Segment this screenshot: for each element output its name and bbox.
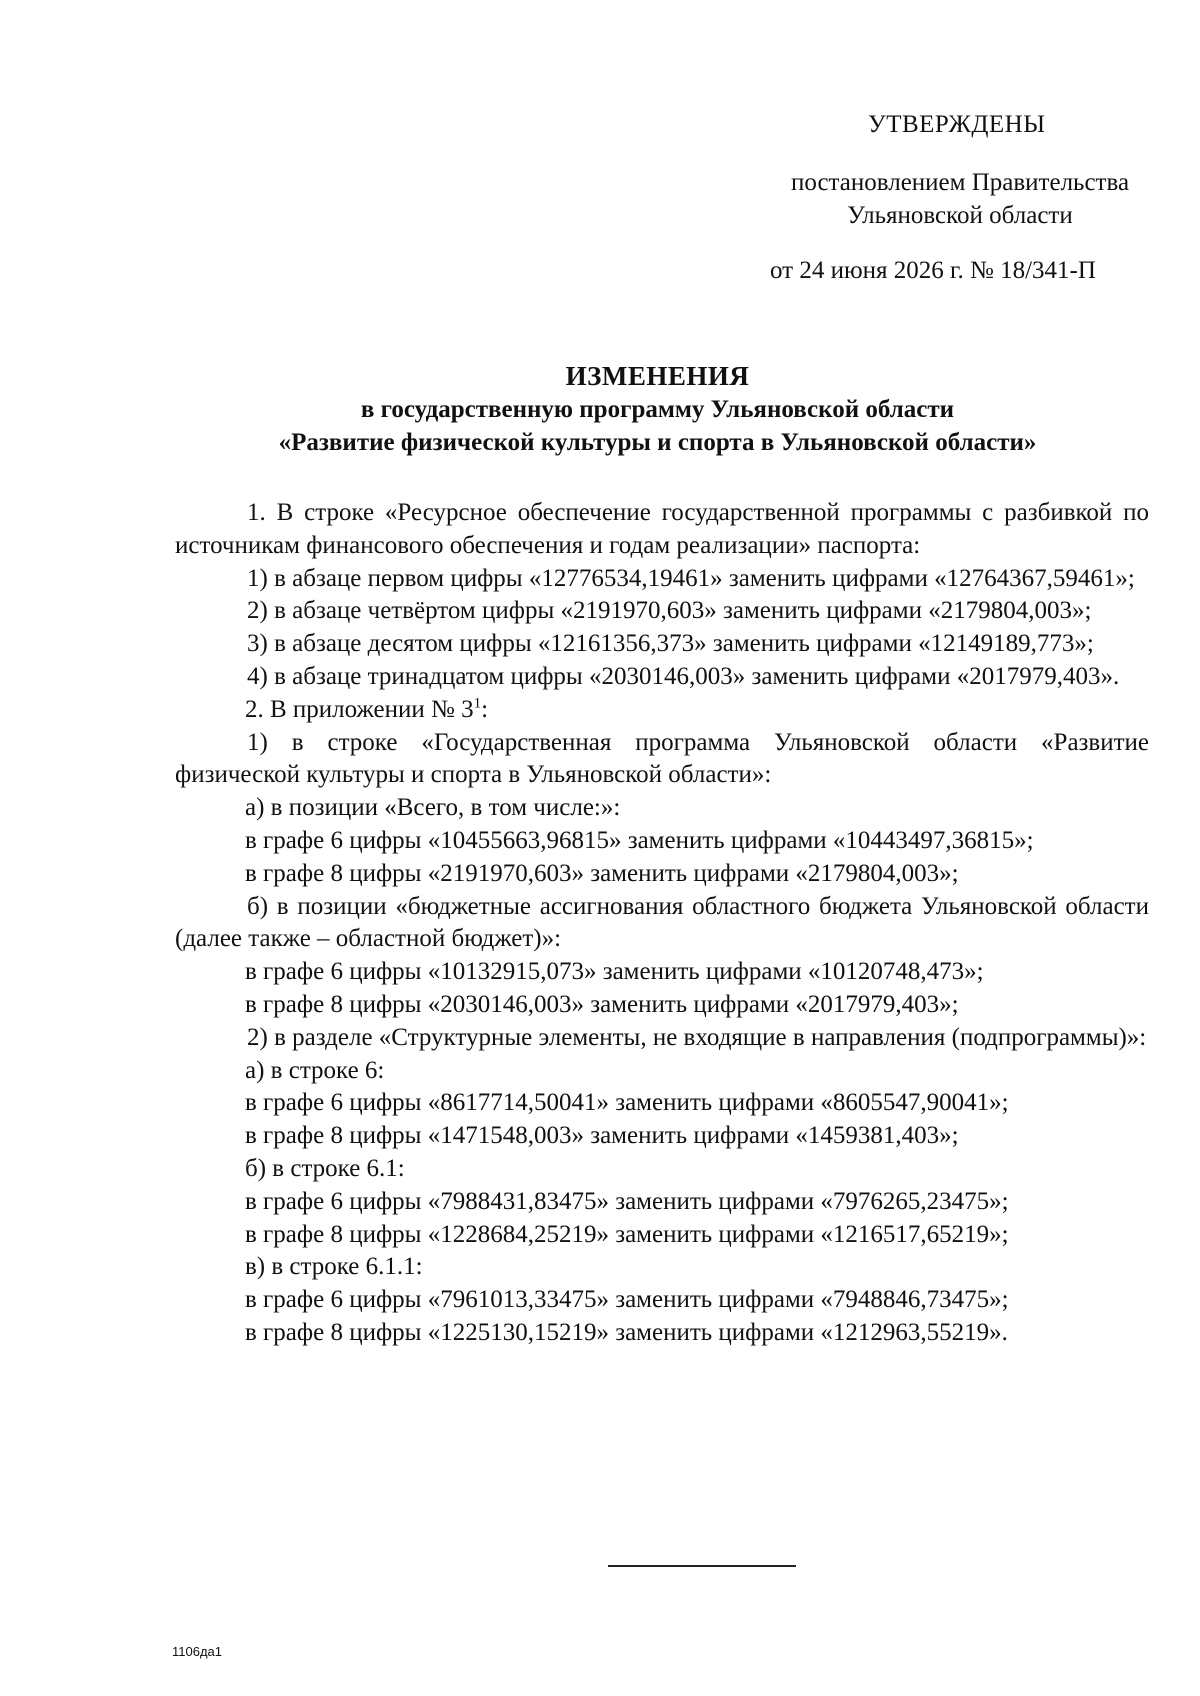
paragraph-2-item-2c-line-2: в графе 8 цифры «1225130,15219» заменить цифрами «1212963,55219». xyxy=(245,1318,1008,1346)
paragraph-2-item-2b: б) в строке 6.1: xyxy=(245,1154,405,1182)
paragraph-2-item-2a: а) в строке 6: xyxy=(245,1056,385,1084)
paragraph-2-item-1b: б) в позиции «бюджетные ассигнования областного бюджета Ульяновской области (далее также – областной бюджет)»: xyxy=(175,892,1149,953)
document-body xyxy=(175,497,1149,1350)
paragraph-2-item-2a-line-2: в графе 8 цифры «1471548,003» заменить цифрами «1459381,403»; xyxy=(245,1122,959,1150)
title-line-2: «Развитие физической культуры и спорта в Ульяновской области» xyxy=(278,429,1037,456)
paragraph-1-item-1: 1) в абзаце первом цифры «12776534,19461» заменить цифрами «12764367,59461»; xyxy=(247,564,1135,592)
closing-rule xyxy=(608,1565,796,1567)
paragraph-1-item-3: 3) в абзаце десятом цифры «12161356,373» заменить цифрами «12149189,773»; xyxy=(247,630,1094,658)
paragraph-2-item-2a-line-1: в графе 6 цифры «8617714,50041» заменить цифрами «8605547,90041»; xyxy=(245,1089,1009,1117)
paragraph-2-item-2b-line-2: в графе 8 цифры «1228684,25219» заменить цифрами «1216517,65219»; xyxy=(245,1220,1009,1248)
paragraph-2-item-2c: в) в строке 6.1.1: xyxy=(245,1253,423,1281)
approval-line-1: постановлением Правительства xyxy=(790,169,1130,196)
document-code: 1106да1 xyxy=(172,1644,223,1659)
paragraph-2-colon: : xyxy=(481,695,489,723)
paragraph-2-item-1a-line-2: в графе 8 цифры «2191970,603» заменить цифрами «2179804,003»; xyxy=(245,859,959,887)
approval-block xyxy=(740,108,1180,287)
paragraph-2-item-1: 1) в строке «Государственная программа Ульяновской области «Развитие физической культуры и спорта в Ульяновской области»: xyxy=(175,728,1149,789)
paragraph-2-item-1a: а) в позиции «Всего, в том числе:»: xyxy=(245,794,621,822)
title-main: ИЗМЕНЕНИЯ xyxy=(565,361,750,391)
paragraph-2-item-2c-line-1: в графе 6 цифры «7961013,33475» заменить цифрами «7948846,73475»; xyxy=(245,1286,1009,1314)
approval-line-2: Ульяновской области xyxy=(847,202,1073,229)
paragraph-2-superscript: 1 xyxy=(473,695,482,712)
paragraph-2-item-1b-line-2: в графе 8 цифры «2030146,003» заменить цифрами «2017979,403»; xyxy=(245,990,959,1018)
paragraph-2 xyxy=(175,694,1149,727)
title-line-1: в государственную программу Ульяновской области xyxy=(360,396,955,423)
paragraph-1-item-4: 4) в абзаце тринадцатом цифры «2030146,003» заменить цифрами «2017979,403». xyxy=(247,662,1120,690)
paragraph-2-item-2: 2) в разделе «Структурные элементы, не входящие в направления (подпрограммы)»: xyxy=(247,1023,1147,1051)
paragraph-2-item-1a-line-1: в графе 6 цифры «10455663,96815» заменить цифрами «10443497,36815»; xyxy=(245,826,1034,854)
paragraph-2-text: 2. В приложении № 3 xyxy=(245,695,474,723)
paragraph-1: 1. В строке «Ресурсное обеспечение государственной программы с разбивкой по источникам финансового обеспечения и годам реализации» паспорта: xyxy=(175,499,1149,559)
approval-date-line: от 24 июня 2026 г. № 18/341-П xyxy=(770,257,1096,284)
paragraph-2-item-2b-line-1: в графе 6 цифры «7988431,83475» заменить цифрами «7976265,23475»; xyxy=(245,1187,1009,1215)
paragraph-1-item-2: 2) в абзаце четвёртом цифры «2191970,603» заменить цифрами «2179804,003»; xyxy=(247,597,1092,625)
document-title xyxy=(170,360,1145,459)
approval-word: УТВЕРЖДЕНЫ xyxy=(868,111,1046,138)
paragraph-2-item-1b-line-1: в графе 6 цифры «10132915,073» заменить цифрами «10120748,473»; xyxy=(245,958,984,986)
